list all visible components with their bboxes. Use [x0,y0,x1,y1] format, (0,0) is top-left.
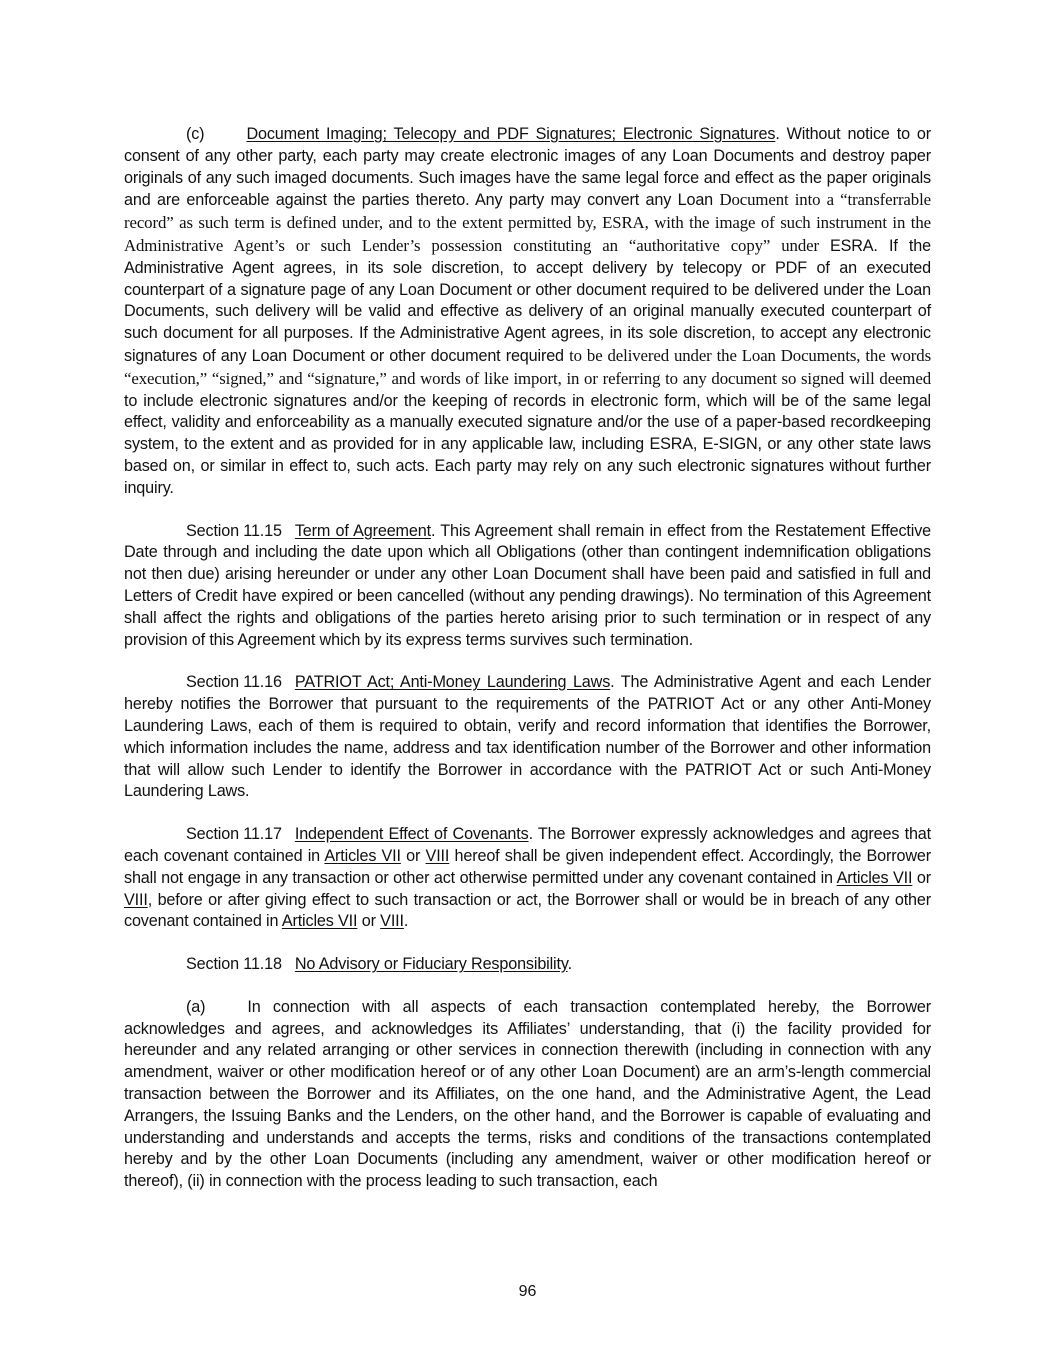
paragraph-text-serif: to be delivered under the Loan Documents, the words “execution,” “signed,” and “signature,” and words of like import, in or referring to any document so signed will deemed [124,345,932,388]
section-11-17-independent-effect: Section 11.17 Independent Effect of Covenants. The Borrower expressly acknowledges and agrees that each covenant contained in Articles VII or VIII hereof shall be given independent effect. Accordingly, the Borrower shall not engage in any transaction or other act otherwise permitted under any covenant contained in Articles VII or VIII, before or after giving effect to such transaction or act, the Borrower shall or would be in breach of any other covenant contained in Articles VII or VIII. [124,825,931,931]
cross-reference: Articles VII [281,912,358,931]
section-number: Section 11.15 [186,521,282,540]
paragraph-text: . Without notice to or consent of any other party, each party may create electronic images of any Loan Documents and destroy paper originals of any such imaged documents. Such images have the same legal force and effect as the paper originals and are enforceable against the parties thereto. Any party may convert any Loan [124,125,931,210]
paragraph-text: ESRA. If the Administrative Agent agrees, in its sole discretion, to accept delivery by telecopy or PDF of an executed counterpart of a signature page of any Loan Document or other document required to be delivered under the Loan Documents, such delivery will be valid and effective as delivery of an original manually executed counterpart of such document for all purposes. If the Administrative Agent agrees, in its sole discretion, to accept any electronic signatures of any Loan Document or other document required [124,236,931,365]
paragraph-text: . The Borrower expressly acknowledges and agrees that each covenant contained in [124,825,931,865]
cross-reference: VIII [124,890,148,909]
section-heading: No Advisory or Fiduciary Responsibility [294,955,568,974]
cross-reference: VIII [380,912,404,931]
paragraph-text: , before or after giving effect to such transaction or act, the Borrower shall or would be in breach of any other covenant contained in [124,890,931,931]
paragraph-label: (a) [186,997,206,1016]
section-number: Section 11.16 [186,673,282,692]
cross-reference: VIII [425,846,450,865]
paragraph-text: to include electronic signatures and/or the keeping of records in electronic form, which will be of the same legal effect, validity and enforceability as a manually executed signature and/or the use of a paper-based recordkeeping system, to the extent and as provided for in any applicable law, including ESRA, E-SIGN, or any other state laws based on, or similar in effect to, such acts. Each party may rely on any such electronic signatures without further inquiry. [124,391,931,497]
page-number: 96 [518,1283,537,1300]
paragraph-label: (c) [186,125,205,143]
paragraph-text-serif: Document into a “transferrable record” as such term is defined under, and to the extent permitted by, ESRA, with the image of such instrument in the Administrative Agent’s or such Lender’s possession constituting an “authoritative copy” under [124,190,931,255]
paragraph-text: In connection with all aspects of each transaction contemplated hereby, the Borrower acknowledges and agrees, and acknowledges its Affiliates’ understanding, that (i) the facility provided for hereunder and any related arranging or other services in connection therewith (including in connection with any amendment, waiver or other modification hereof or of any other Loan Document) are an arm’s-length commercial transaction between the Borrower and its Affiliates, on the one hand, and the Administrative Agent, the Lead Arrangers, the Issuing Banks and the Lenders, on the other hand, and the Borrower is capable of evaluating and understanding and understands and accepts the terms, risks and conditions of the transactions contemplated hereby and by the other Loan Documents (including any amendment, waiver or other modification hereof or thereof), (ii) in connection with the process leading to such transaction, each [124,997,931,1191]
paragraph-c-electronic-signatures [124,124,931,500]
paragraph-text: hereof shall be given independent effect. Accordingly, the Borrower shall not engage in any transaction or other act otherwise permitted under any covenant contained in [124,846,931,887]
section-number: Section 11.17 [186,825,282,844]
section-heading: Independent Effect of Covenants [294,825,529,844]
paragraph-text: . The Administrative Agent and each Lender hereby notifies the Borrower that pursuant to the requirements of the PATRIOT Act or any other Anti-Money Laundering Laws, each of them is required to obtain, verify and record information that identifies the Borrower, which information includes the name, address and tax identification number of the Borrower and other information that will allow such Lender to identify the Borrower in accordance with the PATRIOT Act or such Anti-Money Laundering Laws. [124,673,932,801]
section-heading: Document Imaging; Telecopy and PDF Signatures; Electronic Signatures [246,125,776,143]
section-11-15-term-of-agreement [124,521,931,652]
cross-reference: Articles VII [836,868,913,887]
document-body [124,124,931,1214]
section-number: Section 11.18 [186,955,282,974]
section-11-18-heading: Section 11.18 No Advisory or Fiduciary Responsibility. [124,954,931,976]
section-11-16-patriot-act [124,672,931,803]
paragraph-a-advisory [124,997,931,1193]
cross-reference: Articles VII [324,846,401,865]
paragraph-text: . This Agreement shall remain in effect from the Restatement Effective Date through and including the date upon which all Obligations (other than contingent indemnification obligations not then due) arising hereunder or under any other Loan Document shall have been paid and satisfied in full and Letters of Credit have expired or been cancelled (without any pending drawings). No termination of this Agreement shall affect the rights and obligations of the parties hereto arising prior to such termination or in respect of any provision of this Agreement which by its express terms survives such termination. [124,521,931,649]
section-heading: Term of Agreement [294,521,431,540]
section-heading: PATRIOT Act; Anti-Money Laundering Laws [294,673,611,692]
